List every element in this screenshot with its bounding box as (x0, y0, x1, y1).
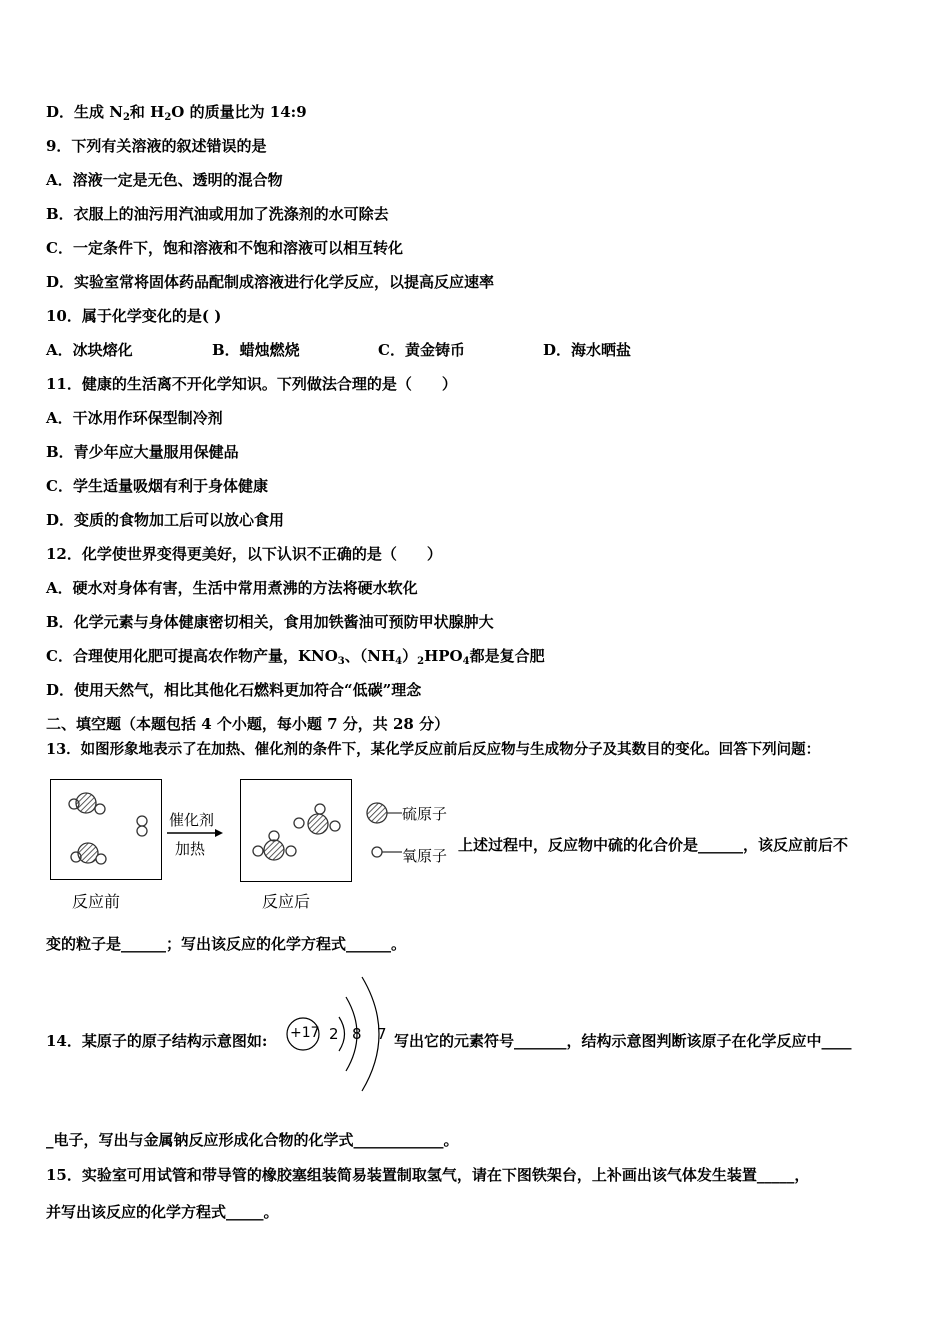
q10-stem: 10．属于化学变化的是( ) (46, 307, 222, 325)
oxygen-atom-legend-label: 氧原子 (402, 847, 448, 865)
q9-option-a: A．溶液一定是无色、透明的混合物 (46, 171, 283, 189)
shell-1-electrons: 2 (329, 1025, 339, 1043)
shell-2-electrons: 8 (352, 1025, 362, 1043)
q11-stem: 11．健康的生活离不开化学知识。下列做法合理的是（ ） (46, 375, 457, 393)
q12-option-a: A．硬水对身体有害，生活中常用煮沸的方法将硬水软化 (46, 579, 418, 597)
q12-option-b: B．化学元素与身体健康密切相关，食用加铁酱油可预防甲状腺肿大 (46, 613, 494, 631)
q11-option-a: A．干冰用作环保型制冷剂 (46, 409, 223, 427)
q13-question-line-1: 上述过程中，反应物中硫的化合价是______，该反应前后不 (458, 836, 849, 854)
q10-option-b: B．蜡烛燃烧 (212, 341, 300, 359)
sulfur-atom-legend-label: 硫原子 (402, 805, 448, 823)
q10-option-a: A．冰块熔化 (46, 341, 133, 359)
after-molecules (240, 779, 350, 879)
nucleus-charge: +17 (290, 1025, 320, 1041)
q11-option-b: B．青少年应大量服用保健品 (46, 443, 239, 461)
oxygen-atom-legend-icon (370, 843, 406, 863)
q9-option-d: D．实验室常将固体药品配制成溶液进行化学反应，以提高反应速率 (46, 273, 495, 291)
q9-option-c: C．一定条件下，饱和溶液和不饱和溶液可以相互转化 (46, 239, 403, 257)
q10-option-c: C．黄金铸币 (378, 341, 465, 359)
catalyst-label: 催化剂 (169, 811, 215, 829)
sulfur-atom-legend-icon (364, 800, 404, 826)
before-label: 反应前 (72, 892, 121, 911)
q11-option-d: D．变质的食物加工后可以放心食用 (46, 511, 285, 529)
section-heading: 二、填空题（本题包括 4 个小题，每小题 7 分，共 28 分） (46, 715, 450, 733)
q15-text-2: 并写出该反应的化学方程式_____。 (46, 1203, 279, 1221)
q13-question-line-2: 变的粒子是______；写出该反应的化学方程式______。 (46, 935, 407, 953)
q9-option-b: B．衣服上的油污用汽油或用加了洗涤剂的水可除去 (46, 205, 389, 223)
q11-option-c: C．学生适量吸烟有利于身体健康 (46, 477, 268, 495)
after-label: 反应后 (262, 892, 311, 911)
shell-3-electrons: 7 (377, 1025, 387, 1043)
q12-option-c: C．合理使用化肥可提高农作物产量，$KNO_3$、$(NH_4)_2HPO_4$都是复合肥 (46, 647, 545, 667)
q14-text-2: 写出它的元素符号_______，结构示意图判断该原子在化学反应中____ (394, 1032, 852, 1050)
q14-text-3: _电子，写出与金属钠反应形成化合物的化学式____________。 (46, 1131, 459, 1149)
q12-option-d: D．使用天然气，相比其他化石燃料更加符合“低碳”理念 (46, 681, 422, 699)
q8-option-d: D．生成 $N_2$和 $H_2O$ 的质量比为 14:9 (46, 103, 307, 123)
q10-option-d: D．海水晒盐 (543, 341, 632, 359)
q15-text-1: 15．实验室可用试管和带导管的橡胶塞组装简易装置制取氢气，请在下图铁架台，上补画出该气体发生装置_____， (46, 1166, 810, 1184)
reaction-arrow (165, 828, 225, 838)
heat-label: 加热 (175, 840, 206, 858)
q12-stem: 12．化学使世界变得更美好，以下认识不正确的是（ ） (46, 545, 442, 563)
q13-stem: 13．如图形象地表示了在加热、催化剂的条件下，某化学反应前后反应物与生成物分子及其数目的变化。回答下列问题： (46, 741, 821, 758)
before-molecules (50, 779, 160, 879)
q14-text-1: 14．某原子的原子结构示意图如: (46, 1032, 268, 1050)
q9-stem: 9．下列有关溶液的叙述错误的是 (46, 137, 267, 155)
